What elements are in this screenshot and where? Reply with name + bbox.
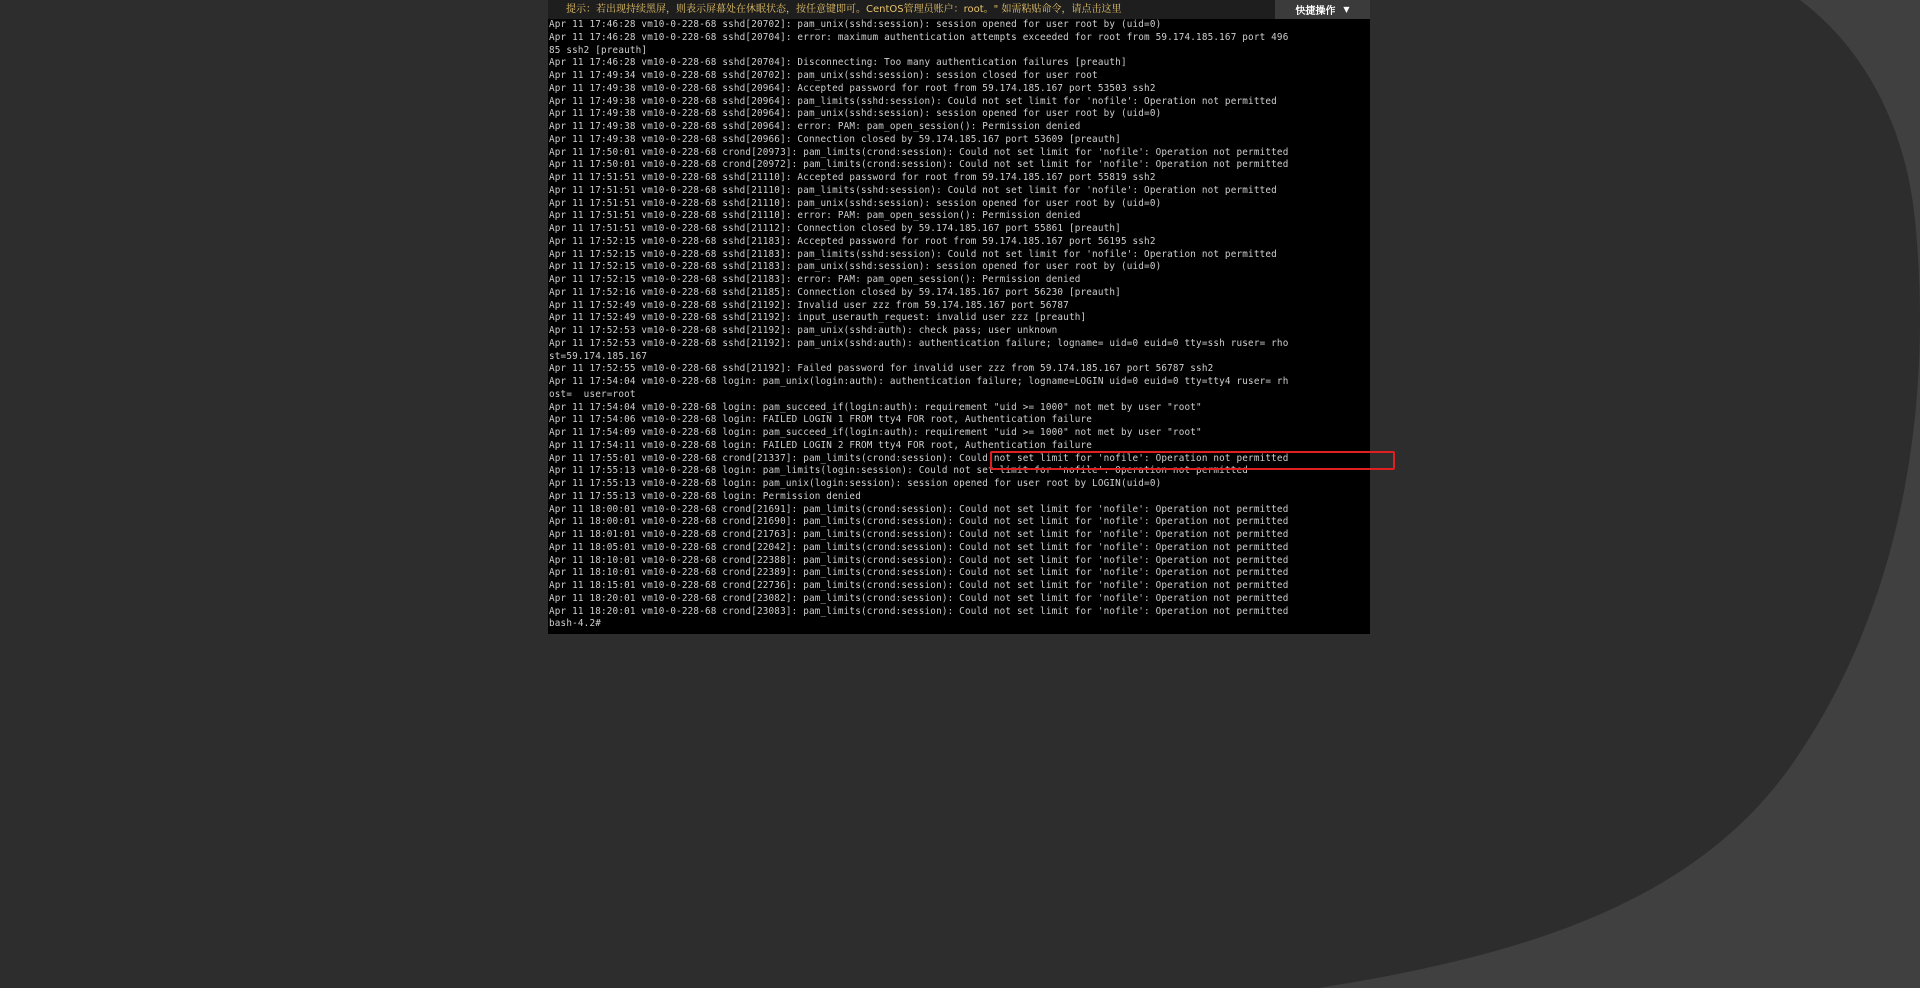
terminal-line: Apr 11 18:10:01 vm10-0-228-68 crond[22389]: pam_limits(crond:session): Could not set limit for 'nofile': Operation not permitted	[549, 567, 1289, 579]
terminal-line: Apr 11 17:52:15 vm10-0-228-68 sshd[21183]: pam_unix(sshd:session): session opened for user root by (uid=0)	[549, 261, 1162, 273]
terminal-line: Apr 11 17:49:38 vm10-0-228-68 sshd[20966]: Connection closed by 59.174.185.167 port 53609 [preauth]	[549, 133, 1121, 145]
terminal-line: Apr 11 17:54:11 vm10-0-228-68 login: FAILED LOGIN 2 FROM tty4 FOR root, Authentication failure	[549, 439, 1093, 451]
remote-console-window	[548, 0, 1370, 634]
terminal-line: ost= user=root	[549, 388, 636, 400]
terminal-line: Apr 11 17:51:51 vm10-0-228-68 sshd[21110]: pam_limits(sshd:session): Could not set limit for 'nofile': Operation not permitted	[549, 184, 1277, 196]
terminal-output[interactable]	[549, 19, 1369, 634]
terminal-line: Apr 11 17:55:13 vm10-0-228-68 login: Permission denied	[549, 490, 861, 502]
terminal-line: Apr 11 17:50:01 vm10-0-228-68 crond[20972]: pam_limits(crond:session): Could not set limit for 'nofile': Operation not permitted	[549, 159, 1289, 171]
terminal-line: Apr 11 18:00:01 vm10-0-228-68 crond[21690]: pam_limits(crond:session): Could not set limit for 'nofile': Operation not permitted	[549, 516, 1289, 528]
terminal-line: Apr 11 17:55:13 vm10-0-228-68 login: pam_unix(login:session): session opened for user root by LOGIN(uid=0)	[549, 478, 1162, 489]
terminal-line: Apr 11 17:51:51 vm10-0-228-68 sshd[21110]: error: PAM: pam_open_session(): Permission denied	[549, 210, 1081, 222]
terminal-line: Apr 11 17:46:28 vm10-0-228-68 sshd[20704]: error: maximum authentication attempts exceeded for root from 59.174.185.167 port 496	[549, 31, 1289, 43]
shortcut-actions-label: 快捷操作	[1295, 6, 1336, 17]
terminal-line: Apr 11 17:55:13 vm10-0-228-68 login: pam_limits(login:session): Could not set limit for 'nofile': Operation not permitted	[549, 465, 1249, 477]
terminal-line: Apr 11 18:15:01 vm10-0-228-68 crond[22736]: pam_limits(crond:session): Could not set limit for 'nofile': Operation not permitted	[549, 580, 1289, 591]
terminal-line: Apr 11 17:52:15 vm10-0-228-68 sshd[21183]: Accepted password for root from 59.174.185.167 port 56195 ssh2	[549, 235, 1156, 247]
terminal-line: Apr 11 17:52:55 vm10-0-228-68 sshd[21192]: Failed password for invalid user zzz from 59.174.185.167 port 56787 ssh2	[549, 363, 1214, 375]
terminal-line: Apr 11 17:52:53 vm10-0-228-68 sshd[21192]: pam_unix(sshd:auth): check pass; user unknown	[549, 325, 1058, 336]
terminal-line: Apr 11 17:54:06 vm10-0-228-68 login: FAILED LOGIN 1 FROM tty4 FOR root, Authentication failure	[549, 414, 1093, 426]
shortcut-actions-button[interactable]	[1275, 0, 1370, 19]
terminal-line: Apr 11 17:52:49 vm10-0-228-68 sshd[21192]: input_userauth_request: invalid user zzz [preauth]	[549, 312, 1087, 324]
terminal-line: Apr 11 18:05:01 vm10-0-228-68 crond[22042]: pam_limits(crond:session): Could not set limit for 'nofile': Operation not permitted	[549, 541, 1289, 553]
notice-bar	[548, 0, 1370, 19]
terminal-line: Apr 11 18:01:01 vm10-0-228-68 crond[21763]: pam_limits(crond:session): Could not set limit for 'nofile': Operation not permitted	[549, 529, 1289, 540]
terminal-line: Apr 11 17:51:51 vm10-0-228-68 sshd[21110]: pam_unix(sshd:session): session opened for user root by (uid=0)	[549, 197, 1162, 209]
terminal-line: Apr 11 18:10:01 vm10-0-228-68 crond[22388]: pam_limits(crond:session): Could not set limit for 'nofile': Operation not permitted	[549, 554, 1289, 566]
terminal-line: Apr 11 17:49:38 vm10-0-228-68 sshd[20964]: pam_limits(sshd:session): Could not set limit for 'nofile': Operation not permitted	[549, 95, 1277, 107]
terminal-line: Apr 11 17:51:51 vm10-0-228-68 sshd[21112]: Connection closed by 59.174.185.167 port 55861 [preauth]	[549, 223, 1121, 234]
terminal-line: Apr 11 17:54:09 vm10-0-228-68 login: pam_succeed_if(login:auth): requirement "uid >= 1000" not met by user "root"	[549, 427, 1202, 438]
terminal-line: Apr 11 17:52:15 vm10-0-228-68 sshd[21183]: pam_limits(sshd:session): Could not set limit for 'nofile': Operation not permitted	[549, 248, 1277, 260]
terminal-line: Apr 11 17:49:38 vm10-0-228-68 sshd[20964]: error: PAM: pam_open_session(): Permission denied	[549, 121, 1081, 132]
terminal-line: Apr 11 17:49:38 vm10-0-228-68 sshd[20964]: pam_unix(sshd:session): session opened for user root by (uid=0)	[549, 108, 1162, 120]
terminal-line: Apr 11 18:20:01 vm10-0-228-68 crond[23082]: pam_limits(crond:session): Could not set limit for 'nofile': Operation not permitted	[549, 592, 1289, 604]
terminal-line: Apr 11 17:55:01 vm10-0-228-68 crond[21337]: pam_limits(crond:session): Could not set limit for 'nofile': Operation not permitted	[549, 452, 1289, 464]
terminal-line: st=59.174.185.167	[549, 350, 648, 362]
terminal-line: Apr 11 17:46:28 vm10-0-228-68 sshd[20702]: pam_unix(sshd:session): session opened for user root by (uid=0)	[549, 19, 1162, 30]
terminal-line: Apr 11 17:51:51 vm10-0-228-68 sshd[21110]: Accepted password for root from 59.174.185.167 port 55819 ssh2	[549, 172, 1156, 183]
terminal-line: Apr 11 17:54:04 vm10-0-228-68 login: pam_unix(login:auth): authentication failure; logname=LOGIN uid=0 euid=0 tty=tty4 ruser= rh	[549, 376, 1289, 387]
terminal-line: bash-4.2#	[549, 618, 601, 630]
terminal-line: Apr 11 18:00:01 vm10-0-228-68 crond[21691]: pam_limits(crond:session): Could not set limit for 'nofile': Operation not permitted	[549, 503, 1289, 515]
terminal-line: Apr 11 17:50:01 vm10-0-228-68 crond[20973]: pam_limits(crond:session): Could not set limit for 'nofile': Operation not permitted	[549, 146, 1289, 158]
terminal-line: Apr 11 17:52:16 vm10-0-228-68 sshd[21185]: Connection closed by 59.174.185.167 port 56230 [preauth]	[549, 286, 1121, 298]
terminal-line: 85 ssh2 [preauth]	[549, 44, 648, 56]
notice-text[interactable]: 提示：若出现持续黑屏，则表示屏幕处在休眠状态，按任意键即可。CentOS管理员账户：root。" 如需粘贴命令，请点击这里	[566, 4, 1122, 15]
terminal-line: Apr 11 17:54:04 vm10-0-228-68 login: pam_succeed_if(login:auth): requirement "uid >= 1000" not met by user "root"	[549, 401, 1202, 413]
terminal-line: Apr 11 17:49:38 vm10-0-228-68 sshd[20964]: Accepted password for root from 59.174.185.167 port 53503 ssh2	[549, 82, 1156, 94]
terminal-line: Apr 11 17:46:28 vm10-0-228-68 sshd[20704]: Disconnecting: Too many authentication failures [preauth]	[549, 57, 1127, 69]
terminal-line: Apr 11 17:52:53 vm10-0-228-68 sshd[21192]: pam_unix(sshd:auth): authentication failure; logname= uid=0 euid=0 tty=ssh ruser= rho	[549, 337, 1289, 349]
terminal-line: Apr 11 17:52:49 vm10-0-228-68 sshd[21192]: Invalid user zzz from 59.174.185.167 port 56787	[549, 299, 1069, 311]
chevron-down-icon: ▼	[1343, 5, 1350, 14]
terminal-line: Apr 11 17:49:34 vm10-0-228-68 sshd[20702]: pam_unix(sshd:session): session closed for user root	[549, 70, 1098, 81]
terminal-line: Apr 11 18:20:01 vm10-0-228-68 crond[23083]: pam_limits(crond:session): Could not set limit for 'nofile': Operation not permitted	[549, 605, 1289, 617]
terminal-line: Apr 11 17:52:15 vm10-0-228-68 sshd[21183]: error: PAM: pam_open_session(): Permission denied	[549, 274, 1081, 285]
